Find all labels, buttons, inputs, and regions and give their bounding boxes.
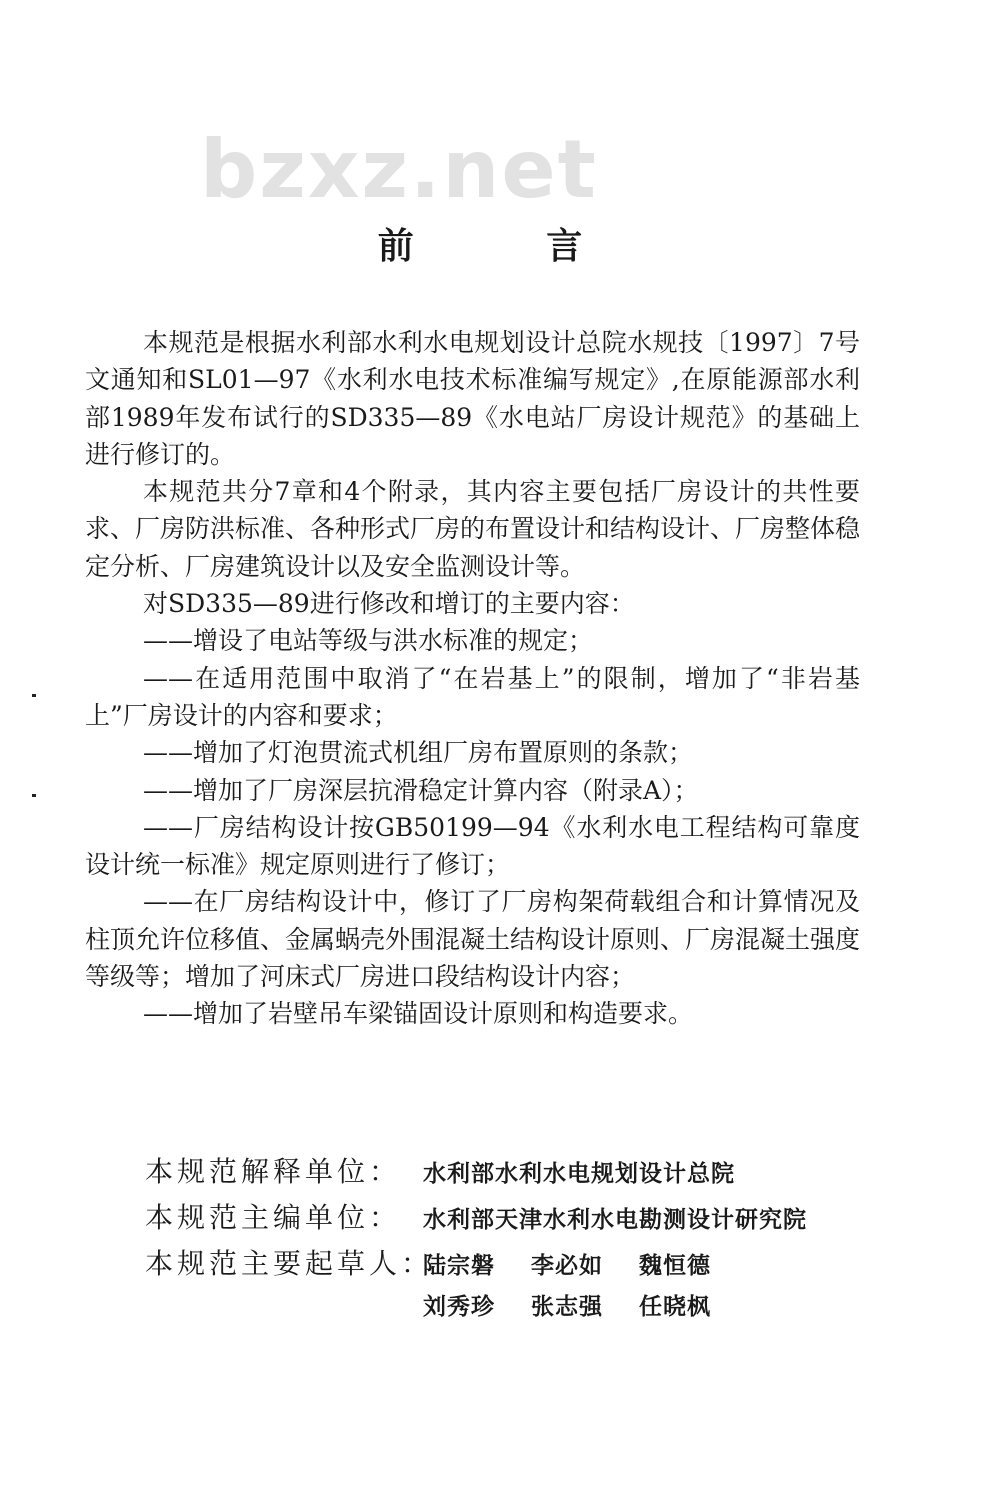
- interpret-unit-value: 水利部水利水电规划设计总院: [423, 1161, 735, 1187]
- drafters-row-2: [145, 1288, 905, 1334]
- list-item: ——增加了岩壁吊车梁锚固设计原则和构造要求。: [143, 999, 694, 1029]
- list-item: ——增加了灯泡贯流式机组厂房布置原则的条款；: [143, 738, 694, 768]
- drafters-names-2: [423, 1288, 747, 1321]
- drafter-name: 陆宗磐: [423, 1253, 495, 1279]
- drafters-row: [145, 1242, 905, 1288]
- watermark: bzxz.net: [200, 123, 598, 216]
- drafters-names-1: [423, 1247, 747, 1280]
- list-item: ——在适用范围中取消了“在岩基上”的限制，增加了“非岩基上”厂房设计的内容和要求；: [85, 663, 860, 730]
- drafter-name: 李必如: [531, 1253, 603, 1279]
- drafters-label: 本规范主要起草人：: [145, 1247, 434, 1280]
- paragraph: 本规范共分7章和4个附录，其内容主要包括厂房设计的共性要求、厂房防洪标准、各种形式厂房的布置设计和结构设计、厂房整体稳定分析、厂房建筑设计以及安全监测设计等。: [85, 477, 861, 581]
- page-title: 前 言: [377, 226, 643, 267]
- paragraph: 对SD335—89进行修改和增订的主要内容：: [143, 589, 635, 619]
- list-item: ——增加了厂房深层抗滑稳定计算内容（附录A）；: [143, 775, 699, 805]
- drafter-name: 张志强: [531, 1294, 603, 1320]
- drafter-name: 任晓枫: [639, 1294, 711, 1320]
- preface-body: [85, 324, 860, 1033]
- list-item: ——增设了电站等级与洪水标准的规定；: [143, 626, 594, 656]
- credits-block: [145, 1150, 905, 1334]
- drafter-name: 魏恒德: [639, 1253, 711, 1279]
- editor-unit-label: 本规范主编单位：: [145, 1201, 402, 1234]
- interpret-unit-label: 本规范解释单位：: [145, 1155, 402, 1188]
- paragraph: 本规范是根据水利部水利水电规划设计总院水规技〔1997〕7号文通知和SL01—97《水利水电技术标准编写规定》,在原能源部水利部1989年发布试行的SD335—89《水电站厂房设计规范》的基础上进行修订的。: [85, 328, 860, 469]
- editor-unit-value: 水利部天津水利水电勘测设计研究院: [423, 1207, 807, 1233]
- interpret-unit-row: [145, 1150, 905, 1196]
- scan-speck: [32, 794, 36, 797]
- editor-unit-row: [145, 1196, 905, 1242]
- scan-speck: [32, 694, 36, 697]
- list-item: ——在厂房结构设计中，修订了厂房构架荷载组合和计算情况及柱顶允许位移值、金属蜗壳外围混凝土结构设计原则、厂房混凝土强度等级等；增加了河床式厂房进口段结构设计内容；: [85, 887, 861, 992]
- drafter-name: 刘秀珍: [423, 1294, 495, 1320]
- list-item: ——厂房结构设计按GB50199—94《水利水电工程结构可靠度设计统一标准》规定原则进行了修订；: [85, 812, 860, 880]
